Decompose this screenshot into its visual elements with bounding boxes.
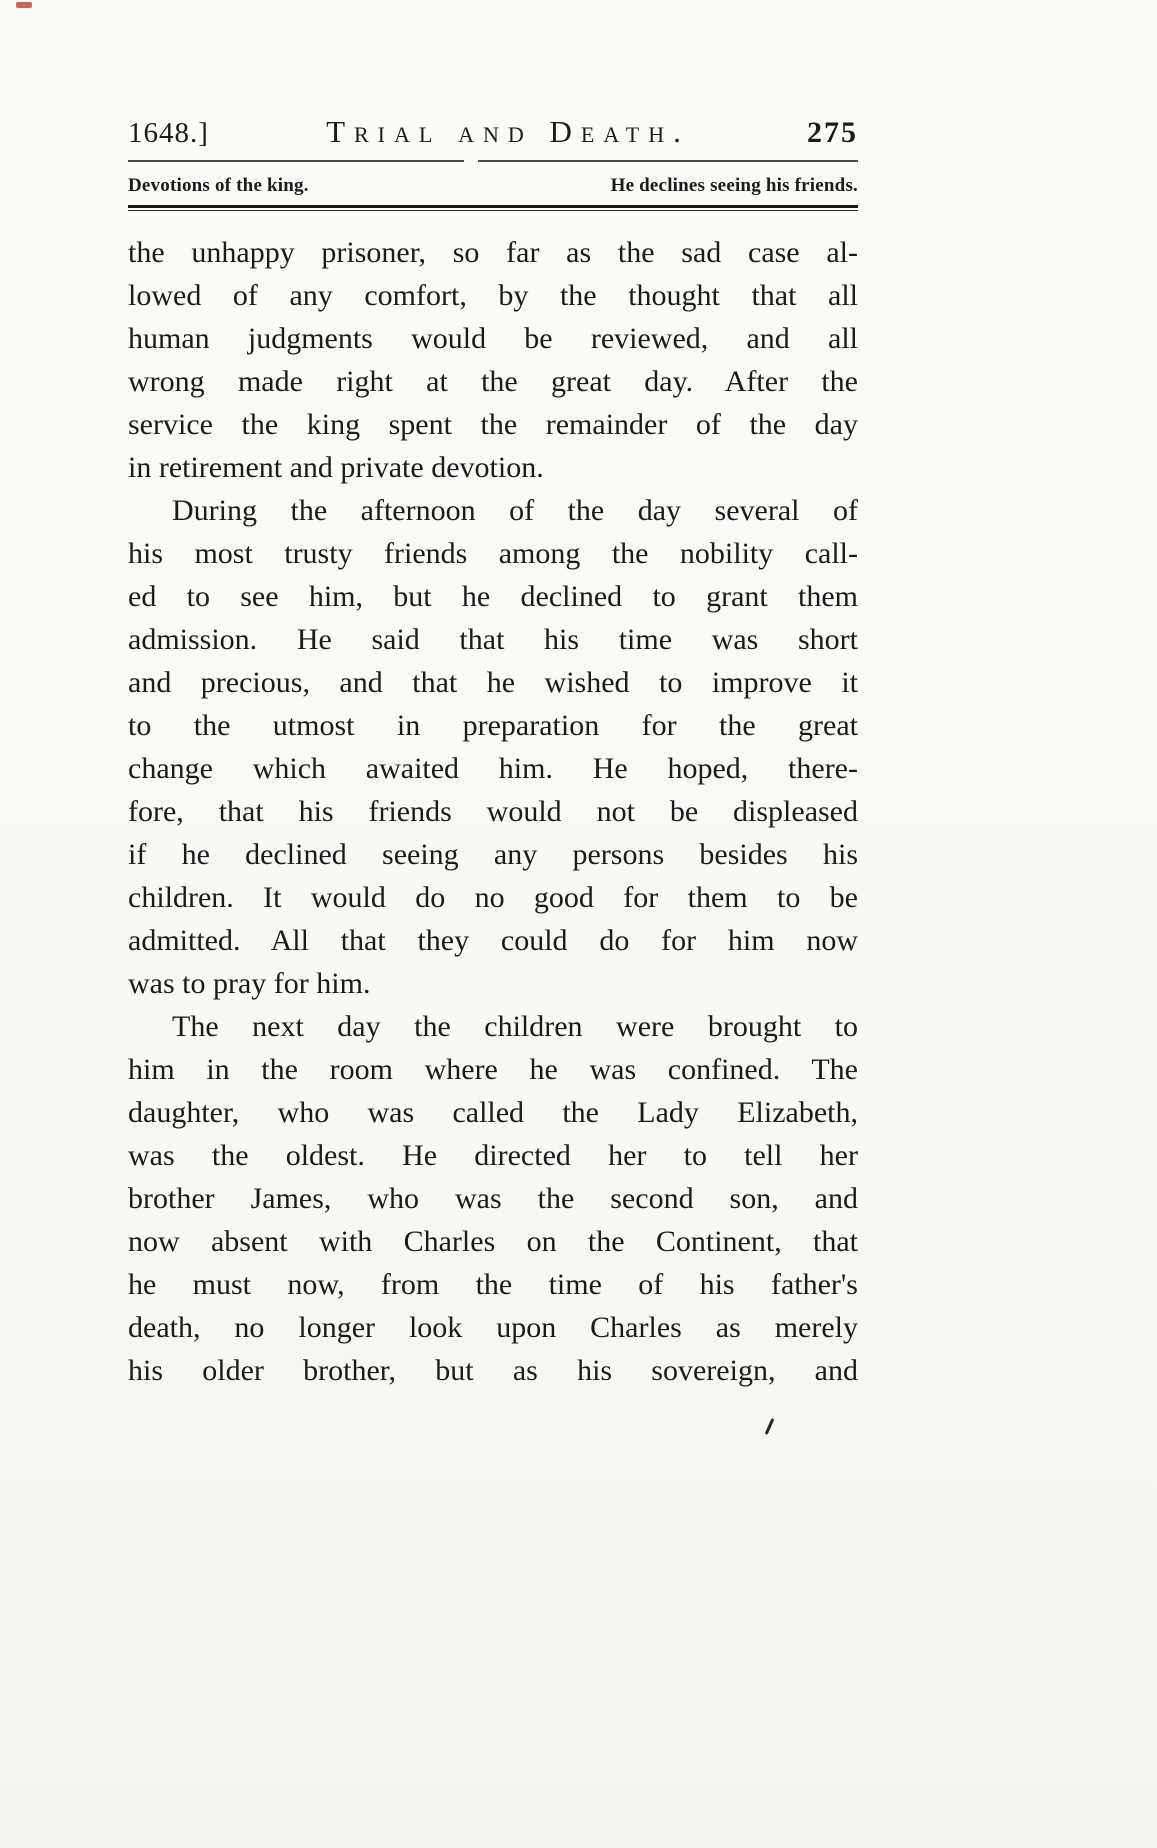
text-line: was the oldest. He directed her to tell her bbox=[128, 1139, 858, 1172]
text-line: him in the room where he was confined. The bbox=[128, 1053, 858, 1086]
main-rule bbox=[128, 205, 858, 211]
text-line: wrong made right at the great day. After the bbox=[128, 365, 858, 398]
paragraph bbox=[128, 231, 858, 489]
text-line: his most trusty friends among the nobility call- bbox=[128, 537, 858, 570]
paragraph bbox=[128, 489, 858, 1005]
text-line: death, no longer look upon Charles as merely bbox=[128, 1311, 858, 1344]
text-line: in retirement and private devotion. bbox=[128, 451, 544, 484]
running-heads bbox=[128, 175, 858, 197]
text-line: lowed of any comfort, by the thought that all bbox=[128, 279, 858, 312]
paragraph bbox=[128, 1005, 858, 1392]
header-thin-rule bbox=[128, 160, 858, 162]
text-line: now absent with Charles on the Continent, that bbox=[128, 1225, 858, 1258]
text-line: and precious, and that he wished to improve it bbox=[128, 666, 858, 699]
text-line: human judgments would be reviewed, and all bbox=[128, 322, 858, 355]
rule-segment bbox=[128, 160, 464, 162]
body-text bbox=[128, 231, 858, 1392]
text-line: admission. He said that his time was short bbox=[128, 623, 858, 656]
text-line: was to pray for him. bbox=[128, 967, 371, 1000]
text-line: brother James, who was the second son, and bbox=[128, 1182, 858, 1215]
stray-mark bbox=[765, 1418, 775, 1435]
text-block bbox=[128, 114, 858, 1392]
text-line: he must now, from the time of his father's bbox=[128, 1268, 858, 1301]
page-header bbox=[128, 114, 858, 150]
rule-segment bbox=[478, 160, 858, 162]
text-line: his older brother, but as his sovereign, and bbox=[128, 1354, 858, 1387]
text-line: the unhappy prisoner, so far as the sad case al- bbox=[128, 236, 858, 269]
running-head-right: He declines seeing his friends. bbox=[610, 175, 858, 196]
text-line: service the king spent the remainder of the day bbox=[128, 408, 858, 441]
header-year: 1648.] bbox=[128, 117, 209, 149]
text-line: to the utmost in preparation for the great bbox=[128, 709, 858, 742]
text-line: During the afternoon of the day several of bbox=[172, 494, 858, 527]
text-line: fore, that his friends would not be displeased bbox=[128, 795, 858, 828]
text-line: daughter, who was called the Lady Elizabeth, bbox=[128, 1096, 858, 1129]
running-head-left: Devotions of the king. bbox=[128, 175, 309, 196]
text-line: change which awaited him. He hoped, there- bbox=[128, 752, 858, 785]
text-line: admitted. All that they could do for him now bbox=[128, 924, 858, 957]
text-line: children. It would do no good for them to be bbox=[128, 881, 858, 914]
page-title: Trial and Death. bbox=[326, 114, 690, 149]
scan-speck bbox=[16, 2, 32, 8]
text-line: if he declined seeing any persons besides his bbox=[128, 838, 858, 871]
text-line: The next day the children were brought to bbox=[172, 1010, 858, 1043]
page-number: 275 bbox=[806, 116, 858, 149]
text-line: ed to see him, but he declined to grant them bbox=[128, 580, 858, 613]
